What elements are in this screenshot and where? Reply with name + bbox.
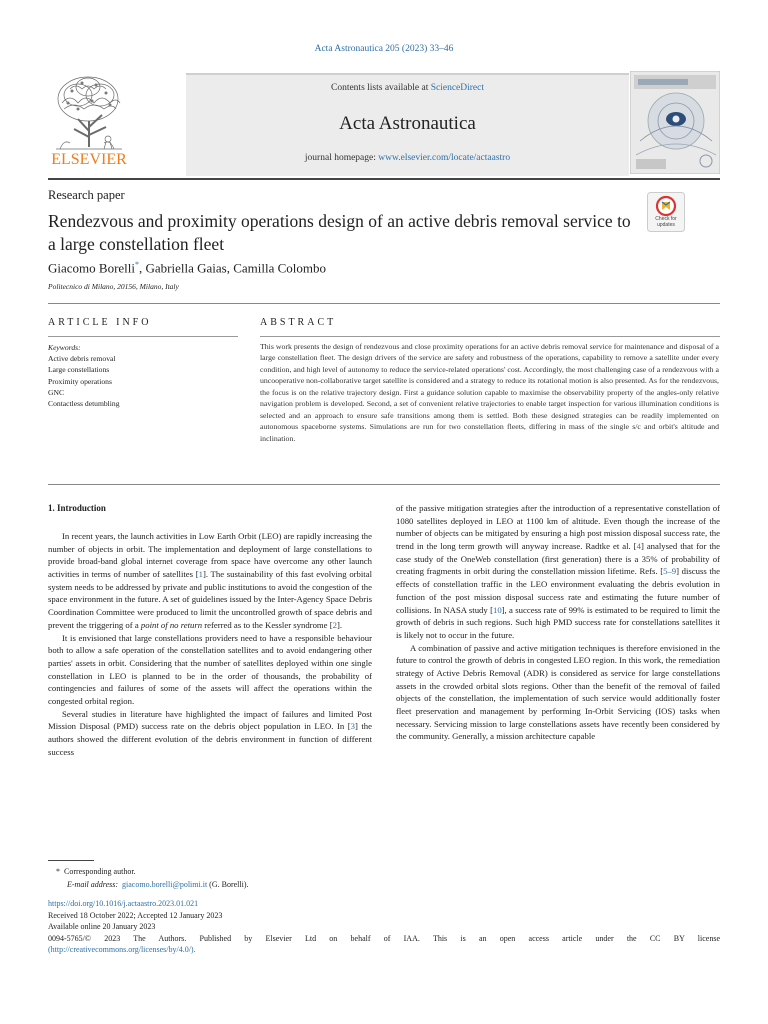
abstract-rule (260, 336, 720, 337)
online-date: Available online 20 January 2023 (48, 922, 156, 932)
paragraph: In recent years, the launch activities in Low Earth Orbit (LEO) are rapidly increasing the number of objects in orbit. The implementation and deployment of large constellations to provide broad-band global internet coverage from space have overcome any other launch activities in terms of number of satellites [1]. The sustainability of this fast evolving orbital system needs to be addressed by private and public institutions to avoid the congestion of the space environment in the future. A set of guidelines issued by the Inter-Agency Space Debris Coordination Committee were produced to limit the uncontrolled growth of space debris and prevent the triggering of a point of no return referred as to the Kessler syndrome [2]. (48, 531, 372, 630)
article-info-heading: ARTICLE INFO (48, 317, 152, 328)
paragraph: It is envisioned that large constellations providers need to have a responsible behaviour both to allow a safe operation of the constellation satellites and to avoid endangering other parties' assets in orbit. Considering that the number of satellites deployed within one single constellation in LEO is planned to be in the order of thousands, the probability of contingencies and failures of some of the assets will affect the operations within the congested orbital region. (48, 632, 372, 706)
citation-link[interactable]: 4 (636, 541, 641, 552)
email-link[interactable]: giacomo.borelli@polimi.it (122, 880, 208, 889)
check-updates-label: Check for updates (655, 216, 677, 228)
keyword: Active debris removal (48, 354, 116, 364)
publication-info (48, 898, 720, 956)
citation-link[interactable]: 1 (198, 569, 203, 580)
article-info-rule (48, 336, 238, 337)
abstract-heading: ABSTRACT (260, 317, 337, 328)
citation-link[interactable]: 3 (350, 721, 355, 732)
keyword: GNC (48, 387, 65, 397)
paper-title: Rendezvous and proximity operations design of an active debris removal service to a large constellation fleet (48, 211, 631, 254)
header-divider (48, 178, 720, 180)
license-text: 0094-5765/© 2023 The Authors. Published by Elsevier Ltd on behalf of IAA. This is an open access article under the CC BY license (48, 933, 720, 943)
footnote (48, 865, 249, 891)
author-1[interactable]: Giacomo Borelli (48, 260, 136, 276)
journal-homepage-link[interactable]: www.elsevier.com/locate/actaastro (378, 153, 511, 163)
journal-cover-image[interactable] (630, 71, 720, 174)
citation-link[interactable]: 2 (332, 619, 337, 630)
author-list (48, 260, 326, 276)
journal-info-box (186, 73, 629, 176)
paragraph: Several studies in literature have highlighted the impact of failures and limited Post Mission Disposal (PMD) success rate on the debris object population in LEO. In [3] the authors showed the different evolution of the debris environment in function of different success (48, 708, 372, 757)
keyword: Contactless detumbling (48, 399, 120, 409)
journal-name: Acta Astronautica (339, 113, 476, 134)
abstract-text: This work presents the design of rendezvous and close proximity operations for an active debris removal service for maintenance and disposal of a large constellation fleet. The design drivers of the service are safety and robustness of the operations, capability to remove a satellite under every condition, and high level of autonomy to reduce the service-related operations' cost. Accordingly, the most challenging case of a rendezvous with a uncooperative non-collaborative target satellite is considered and a strategy to reduce its rotational motion is also presented. As for the rendezvous, the focus is on the relative trajectory design. First a guidance solution capable to maximise the observability property of the angles-only relative navigation problem is developed. Second, a set of convenient relative trajectories to enable target inspection for various illumination conditions is selected and an approach to ensure safe transitions among them is settled. Both these designed strategies can be readily implemented on autonomous spaceborne systems. Simulations are run for two constellation fleets, differing in mass of the single s/c and orbit's altitude and inclination. (260, 342, 719, 443)
section-heading-introduction: 1. Introduction (48, 503, 106, 513)
journal-cover-icon (630, 71, 720, 174)
doi-link[interactable]: https://doi.org/10.1016/j.actaastro.2023.01.021 (48, 899, 199, 908)
elsevier-wordmark: ELSEVIER (51, 151, 127, 168)
divider (48, 303, 720, 304)
contents-line: Contents lists available at ScienceDirect (330, 83, 484, 93)
body-column-left (48, 530, 372, 758)
other-authors: , Gabriella Gaias, Camilla Colombo (139, 260, 327, 276)
corresponding-author-mark[interactable]: * (135, 260, 140, 269)
sciencedirect-link[interactable]: ScienceDirect (430, 83, 484, 93)
citation-link[interactable]: 10 (492, 604, 502, 615)
homepage-line: journal homepage: www.elsevier.com/locate/actaastro (304, 153, 511, 163)
affiliation: Politecnico di Milano, 20156, Milano, Italy (48, 282, 179, 291)
footnote-text: Corresponding author. (64, 867, 136, 876)
keywords-list (48, 342, 238, 409)
license-link[interactable]: (http://creativecommons.org/licenses/by/4.0/). (48, 945, 196, 955)
journal-banner (48, 69, 720, 174)
keyword: Proximity operations (48, 376, 112, 386)
footnote-mark: * (56, 867, 60, 876)
body-column-right (396, 502, 720, 743)
elsevier-logo[interactable] (48, 69, 130, 174)
email-suffix: (G. Borelli). (209, 880, 249, 889)
email-label: E-mail address: (67, 880, 119, 889)
paragraph: A combination of passive and active mitigation techniques is therefore envisioned in the future to control the growth of debris in congested LEO region. In this work, the remediation strategy of Active Debris Removal (ADR) is considered as service for large constellations assets in the crowded orbital slots regions. Other than the benefit of the removal of failed objects of the constellation, the implementation of such service would additionally foster fleet preservation and management by performing In-Orbit Servicing (IOS) tasks when necessary. Servicing mission to large constellations assets have recently been considered by the community. Generally, a mission architecture capable (396, 642, 720, 742)
check-for-updates-button[interactable] (647, 192, 685, 232)
received-dates: Received 18 October 2022; Accepted 12 January 2023 (48, 910, 223, 920)
keywords-label: Keywords: (48, 343, 81, 352)
paragraph: of the passive mitigation strategies after the introduction of a representative constellation of 1080 satellites deployed in LEO at 1100 km of altitude. Even though the increase of the number of objects can be mitigated by ensuring a high post mission disposal success rate, the trend in the long term growth will anyway increase. Radtke et al. [4] analysed that for the case study of the OneWeb constellation (first generation) there is a 35% of probability of creating fragments in orbit during the constellation mission lifetime. Refs. [5–9] discuss the effects of constellation traffic in the LEO environment evaluating the debris evolution in function of the post mission disposal success rate and estimating the future number of collisions. In NASA study [10], a success rate of 99% is estimated to be required to limit the growth of debris in such regions. Such high PMD success rate for constellations satellites it is likely not to occur in the future. (396, 503, 720, 640)
citation-link[interactable]: 5–9 (663, 566, 677, 577)
keyword: Large constellations (48, 365, 110, 375)
paper-type: Research paper (48, 188, 125, 202)
footnote-rule (48, 860, 94, 861)
journal-reference[interactable]: Acta Astronautica 205 (2023) 33–46 (314, 44, 454, 54)
divider (48, 484, 720, 485)
